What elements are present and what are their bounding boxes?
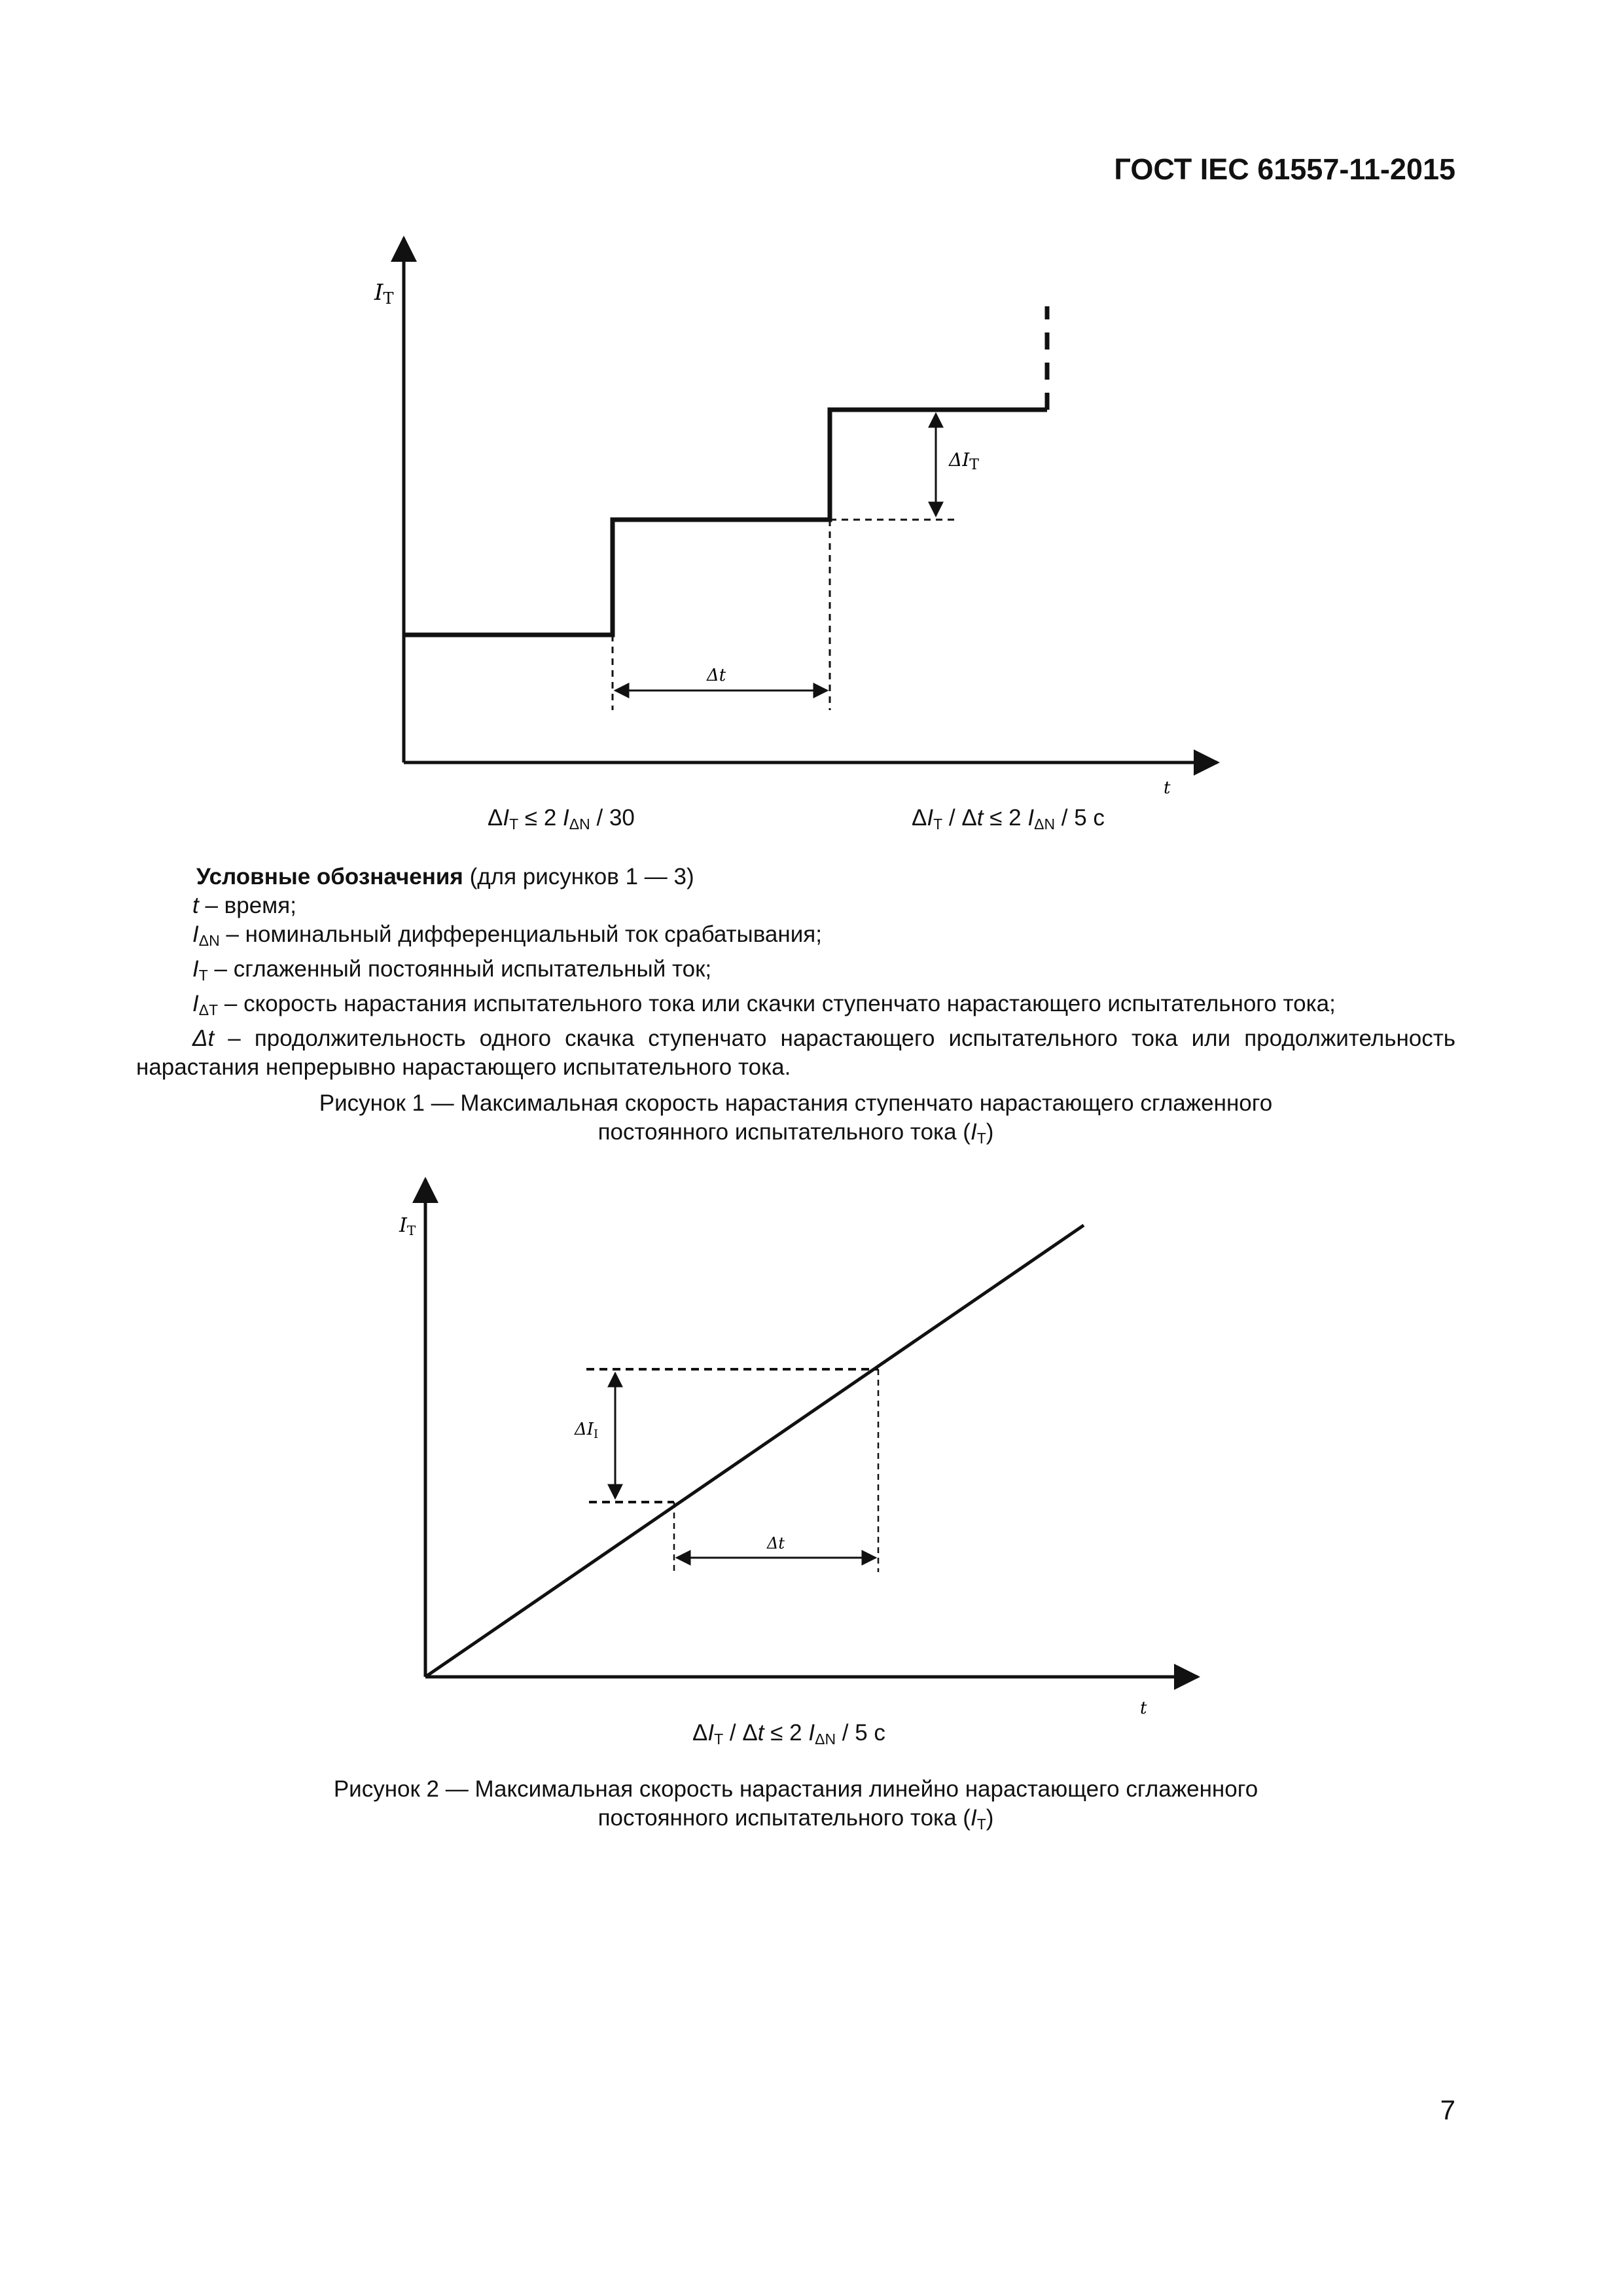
y-axis-label: IT bbox=[399, 1214, 416, 1238]
figure-2-linear-chart bbox=[393, 1172, 1217, 1734]
figure-2-caption: Рисунок 2 — Максимальная скорость нарастания линейно нарастающего сглаженного постоянного испытательного тока $(I_T)$ bbox=[333, 1776, 1258, 1833]
legend-item-rated-current: $I_{\Delta N}$ – номинальный дифференциальный ток срабатывания; bbox=[192, 922, 822, 949]
figure-1-formula-left: $\Delta I_T \le 2$ $I_{\Delta N} / 30$ bbox=[488, 805, 635, 833]
figure-1-formula-right: $\Delta I_T / \Delta t \le 2$ $I_{\Delta N} / 5$ с bbox=[912, 805, 1105, 833]
linear-current-line bbox=[425, 1225, 1084, 1677]
figure-1-step-chart bbox=[366, 229, 1237, 818]
legend-block bbox=[136, 863, 1455, 1082]
document-header: ГОСТ IEC 61557-11-2015 bbox=[1114, 152, 1455, 186]
legend-item-test-current: $I_T$ – сглаженный постоянный испытательный ток; bbox=[192, 956, 712, 984]
step-current-line bbox=[404, 410, 1047, 635]
legend-item-rise-rate: $I_{\Delta T}$ – скорость нарастания испытательного тока или скачки ступенчато нарастающего испытательного тока; bbox=[192, 991, 1336, 1018]
figure-1-caption: Рисунок 1 — Максимальная скорость нарастания ступенчато нарастающего сглаженного постоянного испытательного тока $(I_T)$ bbox=[319, 1090, 1273, 1147]
x-axis-label: t bbox=[1164, 778, 1171, 798]
delta-i-label: ΔIT bbox=[949, 449, 979, 473]
page-number: 7 bbox=[1440, 2094, 1455, 2125]
delta-i-label: ΔII bbox=[575, 1420, 599, 1441]
legend-title: Условные обозначения (для рисунков 1 — 3) bbox=[196, 864, 694, 889]
x-axis-label: t bbox=[1140, 1698, 1147, 1718]
figure-2-formula: $\Delta I_T / \Delta t \le 2$ $I_{\Delta N} / 5$ с bbox=[692, 1720, 885, 1748]
delta-t-label: Δt bbox=[707, 666, 726, 685]
legend-item-time: t – время; bbox=[192, 893, 296, 918]
delta-t-label: Δt bbox=[767, 1534, 785, 1552]
y-axis-label: IT bbox=[374, 279, 394, 308]
legend-item-duration: Δt – продолжительность одного скачка ступенчато нарастающего испытательного тока или продолжительность нарастания непрерывно нарастающего испытательного тока. bbox=[136, 1026, 1455, 1080]
